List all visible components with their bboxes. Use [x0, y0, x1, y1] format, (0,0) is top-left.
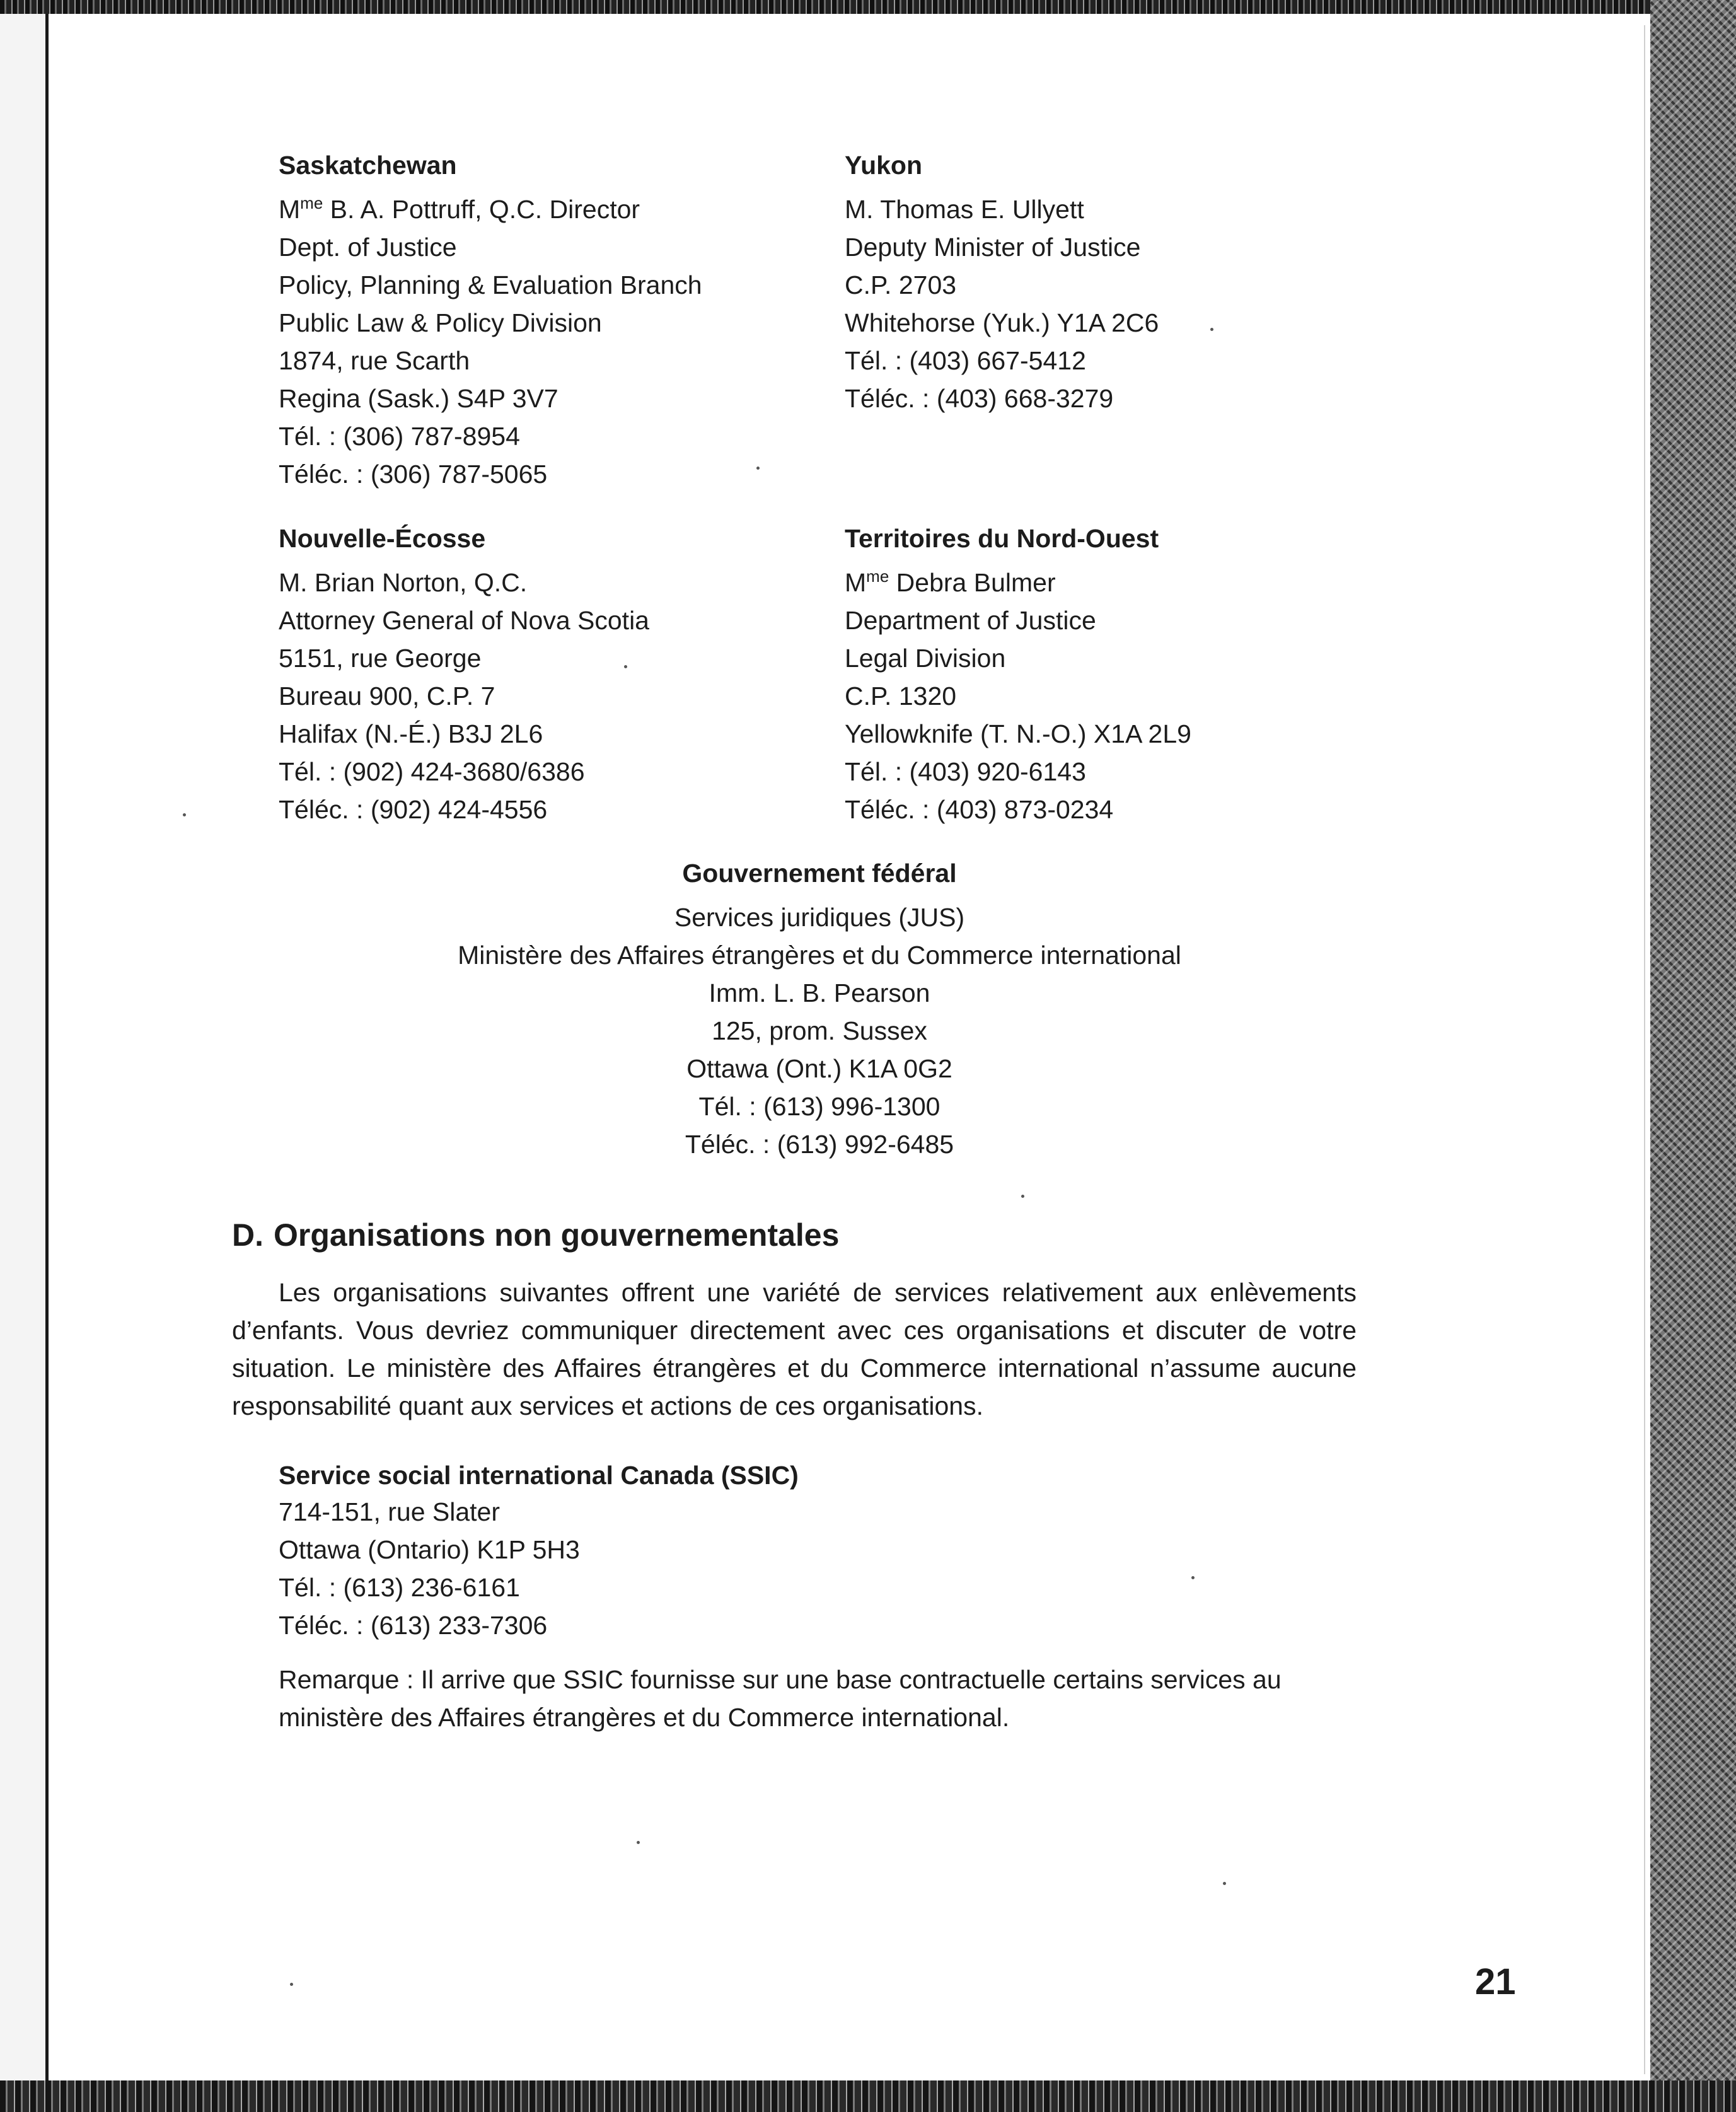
contact-line: Public Law & Policy Division	[279, 308, 602, 337]
contact-line: Téléc. : (403) 873-0234	[845, 795, 1114, 824]
contact-line: Tél. : (403) 667-5412	[845, 346, 1086, 375]
remark-paragraph: Remarque : Il arrive que SSIC fournisse sur une base contractuelle certains services au ministère des Affaires étrangères et du Commerce international.	[279, 1665, 1282, 1732]
scan-speck	[624, 665, 627, 668]
contact-line: Bureau 900, C.P. 7	[279, 682, 495, 711]
contact-name: $M^{me}$ Debra Bulmer	[845, 567, 1056, 597]
scan-speck	[756, 467, 760, 470]
contact-line: Yellowknife (T. N.-O.) X1A 2L9	[845, 719, 1191, 748]
contact-line: 1874, rue Scarth	[279, 346, 470, 375]
contact-line: Dept. of Justice	[279, 233, 457, 262]
scan-left-margin	[0, 0, 48, 2080]
intro-paragraph: Les organisations suivantes offrent une variété de services relativement aux enlèvements d’enfants. Vous devriez communiquer directement avec ces organisations et discuter de votre situation. Le ministère des Affaires étrangères et du Commerce international n’assume aucune responsabilité quant aux services et actions de ces organisations.	[232, 1278, 1357, 1420]
contact-line: M. Thomas E. Ullyett	[845, 195, 1084, 224]
contact-heading: Gouvernement fédéral	[682, 859, 957, 888]
contact-heading: Nouvelle-Écosse	[279, 524, 486, 553]
contact-yukon	[845, 148, 1159, 417]
page-number: 21	[1475, 1961, 1516, 2002]
contact-line: 125, prom. Sussex	[712, 1016, 927, 1045]
contact-line: Ottawa (Ontario) K1P 5H3	[279, 1535, 580, 1564]
scan-speck	[1021, 1195, 1024, 1198]
contact-line: Policy, Planning & Evaluation Branch	[279, 270, 702, 299]
contact-saskatchewan	[279, 148, 702, 493]
contact-line: C.P. 2703	[845, 270, 957, 299]
contact-ssic	[279, 1458, 799, 1644]
contact-line: Department of Justice	[845, 606, 1096, 635]
contact-federal	[340, 856, 1299, 1163]
contact-line: 5151, rue George	[279, 644, 482, 673]
contact-line: Téléc. : (613) 233-7306	[279, 1611, 548, 1640]
contact-heading: Saskatchewan	[279, 151, 457, 180]
scan-speck	[637, 1841, 640, 1844]
contact-name: $M^{me}$ B. A. Pottruff, Q.C. Director	[279, 194, 640, 224]
contact-line: Tél. : (306) 787-8954	[279, 422, 520, 451]
contact-line: Ministère des Affaires étrangères et du Commerce international	[458, 941, 1181, 970]
scan-speck	[1210, 328, 1213, 331]
contact-nouvelle-ecosse	[279, 521, 649, 828]
scan-bottom-border	[0, 2080, 1736, 2112]
contact-line: Ottawa (Ont.) K1A 0G2	[686, 1054, 952, 1083]
section-title: Organisations non gouvernementales	[274, 1217, 840, 1253]
scan-right-border	[1650, 0, 1736, 2112]
contact-line: M. Brian Norton, Q.C.	[279, 568, 528, 597]
section-heading	[232, 1217, 839, 1253]
contact-line: Services juridiques (JUS)	[674, 903, 965, 932]
scan-speck	[183, 813, 186, 816]
contact-line: Regina (Sask.) S4P 3V7	[279, 384, 558, 413]
scan-speck	[290, 1983, 293, 1986]
scan-left-border	[45, 14, 49, 2082]
contact-line: Deputy Minister of Justice	[845, 233, 1141, 262]
scan-speck	[1223, 1882, 1226, 1885]
contact-line: Tél. : (613) 236-6161	[279, 1573, 520, 1602]
contact-line: Attorney General of Nova Scotia	[279, 606, 649, 635]
contact-heading: Service social international Canada (SSIC)	[279, 1461, 799, 1490]
contact-line: Legal Division	[845, 644, 1006, 673]
contact-line: Tél. : (403) 920-6143	[845, 757, 1086, 786]
contact-territoires-nord-ouest	[845, 521, 1191, 828]
contact-line: Téléc. : (613) 992-6485	[685, 1130, 954, 1159]
page-right-edge	[1644, 25, 1645, 2074]
contact-line: Téléc. : (902) 424-4556	[279, 795, 548, 824]
contact-line: Téléc. : (403) 668-3279	[845, 384, 1114, 413]
scan-top-border	[0, 0, 1736, 14]
contact-line: Tél. : (902) 424-3680/6386	[279, 757, 585, 786]
contact-heading: Yukon	[845, 151, 923, 180]
contact-line: 714-151, rue Slater	[279, 1497, 501, 1526]
section-letter: D.	[232, 1217, 263, 1253]
contact-line: Imm. L. B. Pearson	[709, 978, 930, 1007]
contact-line: C.P. 1320	[845, 682, 957, 711]
scan-speck	[1191, 1576, 1195, 1579]
contact-line: Halifax (N.-É.) B3J 2L6	[279, 719, 543, 748]
contact-line: Téléc. : (306) 787-5065	[279, 460, 548, 489]
contact-line: Whitehorse (Yuk.) Y1A 2C6	[845, 308, 1159, 337]
contact-heading: Territoires du Nord-Ouest	[845, 524, 1159, 553]
contact-line: Tél. : (613) 996-1300	[698, 1092, 940, 1121]
